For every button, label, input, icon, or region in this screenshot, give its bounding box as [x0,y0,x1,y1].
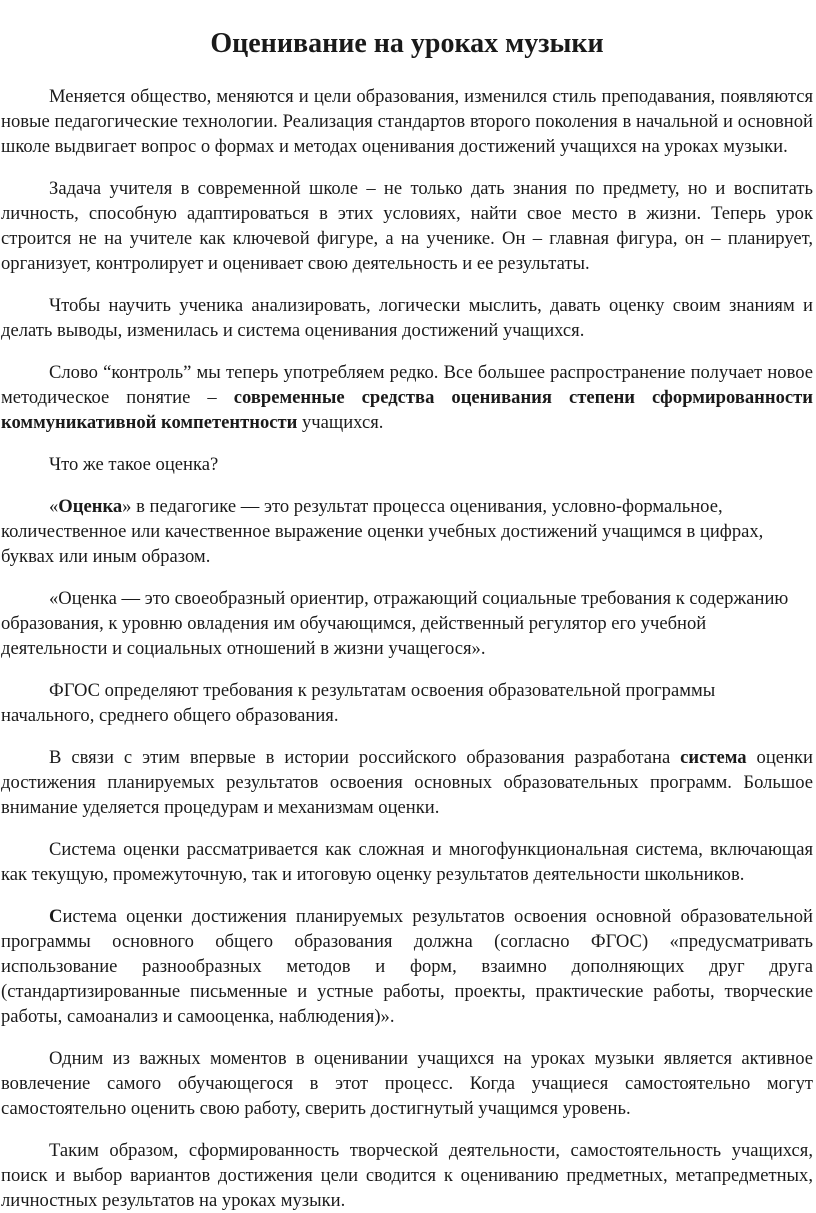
paragraph-4 [1,360,813,435]
paragraph-9-text-start: В связи с этим впервые в истории российского образования разработана [49,747,681,768]
paragraph-10: Система оценки рассматривается как сложная и многофункциональная система, включающая как текущую, промежуточную, так и итоговую оценку результатов деятельности школьников. [1,839,813,885]
paragraph-3: Чтобы научить ученика анализировать, логически мыслить, давать оценку своим знаниям и делать выводы, изменилась и система оценивания достижений учащихся. [1,295,813,341]
paragraph-11-text: истема оценки достижения планируемых результатов освоения основной образовательной программы основного общего образования должна (согласно ФГОС) «предусматривать использование разнообразных методов и форм, взаимно дополняющих друг друга (стандартизированные письменные и устные работы, проекты, практические работы, творческие работы, самоанализ и самооценка, наблюдения)». [1,906,813,1027]
document-title: Оценивание на уроках музыки [210,28,604,59]
paragraph-13: Таким образом, сформированность творческой деятельности, самостоятельность учащихся, поиск и выбор вариантов достижения цели сводится к оцениванию предметных, метапредметных, личностных результатов на уроках музыки. [1,1140,813,1211]
paragraph-6-text: » в педагогике — это результат процесса оценивания, условно-формальное, количественное или качественное выражение оценки учебных достижений учащимся в цифрах, буквах или иным образом. [1,496,764,567]
paragraph-9 [1,745,813,820]
paragraph-5-question: Что же такое оценка? [49,454,219,475]
paragraph-12: Одним из важных моментов в оценивании учащихся на уроках музыки является активное вовлечение самого обучающегося в этот процесс. Когда учащиеся самостоятельно могут самостоятельно оценить свою работу, сверить достигнутый учащимся уровень. [1,1048,813,1119]
paragraph-2: Задача учителя в современной школе – не только дать знания по предмету, но и воспитать личность, способную адаптироваться в этих условиях, найти свое место в жизни. Теперь урок строится не на учителе как ключевой фигуре, а на ученике. Он – главная фигура, он – планирует, организует, контролирует и оценивает свою деятельность и ее результаты. [1,178,813,274]
paragraph-11 [1,904,813,1029]
paragraph-8: ФГОС определяют требования к результатам освоения образовательной программы начального, среднего общего образования. [1,680,716,726]
paragraph-6-bold-term: Оценка [58,496,123,517]
paragraph-4-bold-term: современные средства оценивания степени сформированности коммуникативной компетентности [1,387,813,433]
paragraph-7-quote: «Оценка — это своеобразный ориентир, отражающий социальные требования к содержанию образования, к уровню овладения им обучающимся, действенный регулятор его учебной деятельности и социальных отношений в жизни учащегося». [1,588,789,659]
paragraph-1: Меняется общество, меняются и цели образования, изменился стиль преподавания, появляются новые педагогические технологии. Реализация стандартов второго поколения в начальной и основной школе выдвигает вопрос о формах и методах оценивания достижений учащихся на уроках музыки. [1,86,813,157]
paragraph-6-definition [1,494,813,569]
paragraph-6-quote-open: « [49,496,59,517]
paragraph-4-text-end: учащихся. [297,412,384,433]
paragraph-11-bold-initial: С [49,906,63,927]
paragraph-9-bold-term: система [680,747,747,768]
paragraph-9-text-end: оценки достижения планируемых результатов освоения основных образовательных программ. Большое внимание уделяется процедурам и механизмам оценки. [1,747,813,818]
paragraph-4-text-start: Слово “контроль” мы теперь употребляем редко. Все большее распространение получает новое методическое понятие – [1,362,813,408]
